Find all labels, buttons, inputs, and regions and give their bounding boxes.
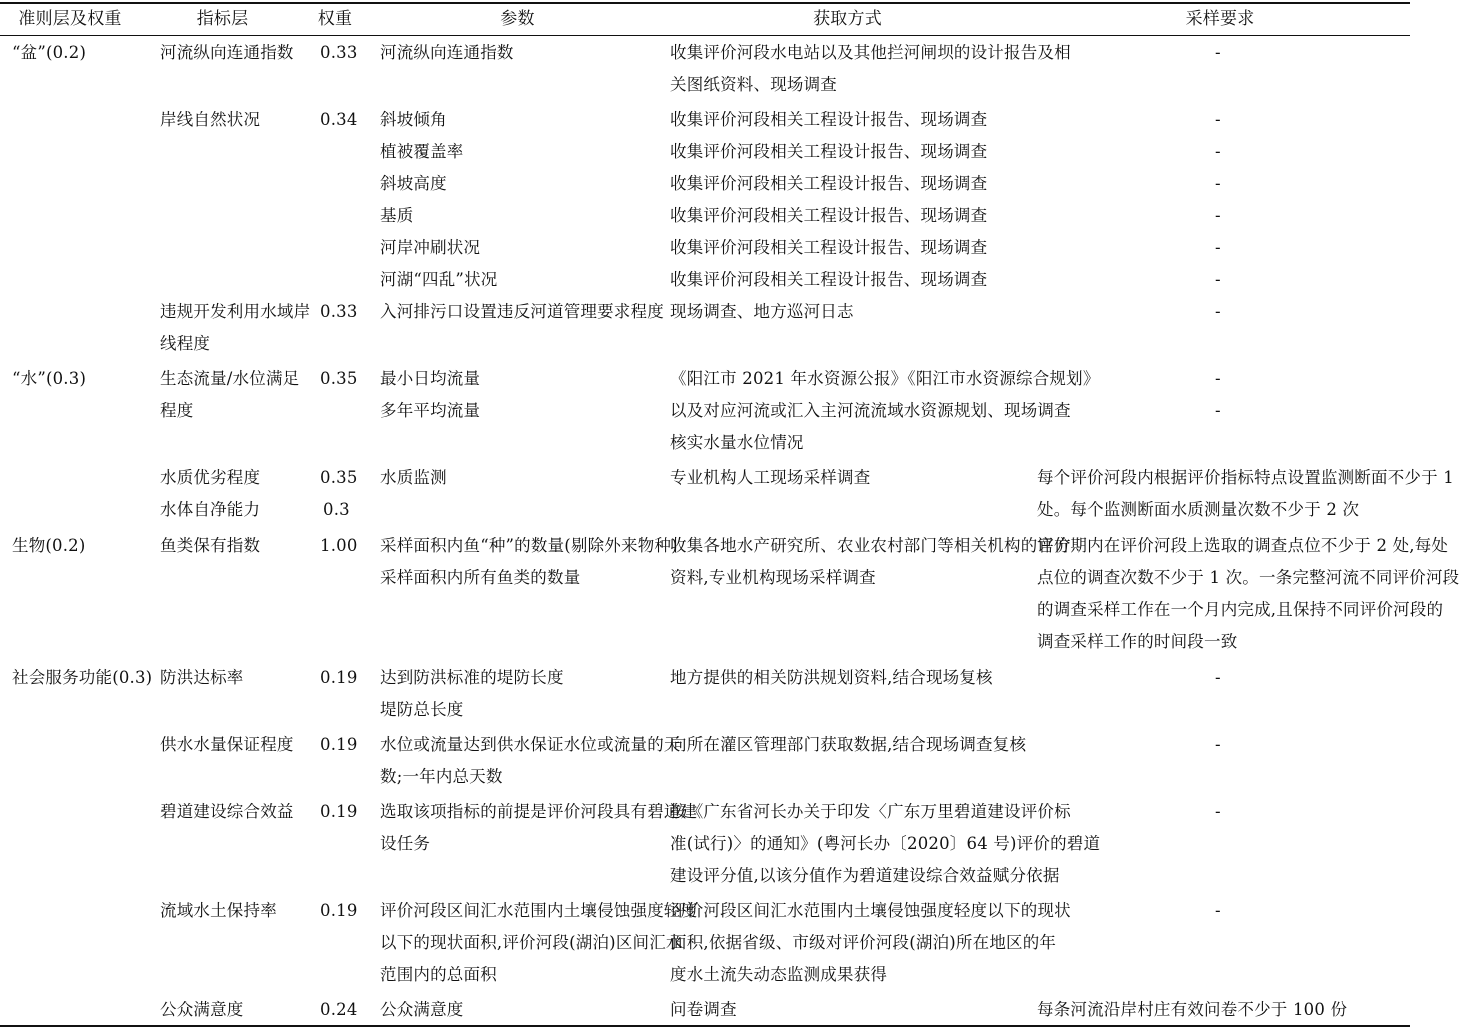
table-row-parameter: 以下的现状面积,评价河段(湖泊)区间汇水 [380,933,683,952]
table-row-method: 评价河段区间汇水范围内土壤侵蚀强度轻度以下的现状 [670,901,1071,920]
table-row-method: 《阳江市 2021 年水资源公报》《阳江市水资源综合规划》 [670,369,1100,388]
table-row-indicator: 碧道建设综合效益 [160,802,294,821]
table-row-method: 收集评价河段相关工程设计报告、现场调查 [670,238,988,257]
table-row-method: 核实水量水位情况 [670,433,804,452]
table-row-weight: 0.3 [323,500,350,519]
table-row-parameter: 斜坡倾角 [380,110,447,129]
table-row-weight: 0.19 [320,735,358,754]
table-row-sampling: - [1215,110,1221,129]
table-row-parameter: 评价河段区间汇水范围内土壤侵蚀强度轻度 [380,901,698,920]
table-row-method: 按《广东省河长办关于印发〈广东万里碧道建设评价标 [670,802,1071,821]
table-row-indicator: 防洪达标率 [160,668,244,687]
table-row-parameter: 最小日均流量 [380,369,481,388]
table-row-weight: 0.24 [320,1000,358,1019]
table-row-sampling: - [1215,735,1221,754]
table-row-method: 收集评价河段相关工程设计报告、现场调查 [670,206,988,225]
table-row-parameter: 数;一年内总天数 [380,767,503,786]
table-row-parameter: 河流纵向连通指数 [380,43,514,62]
criterion-biology: 生物(0.2) [12,536,86,555]
table-row-method: 以及对应河流或汇入主河流流域水资源规划、现场调查 [670,401,1071,420]
table-row-indicator: 鱼类保有指数 [160,536,261,555]
table-row-sampling: - [1215,174,1221,193]
table-row-method: 准(试行)〉的通知》(粤河长办〔2020〕64 号)评价的碧道 [670,834,1101,853]
table-row-parameter: 入河排污口设置违反河道管理要求程度 [380,302,664,321]
table-row-sampling: 评价期内在评价河段上选取的调查点位不少于 2 处,每处 [1037,536,1449,555]
table-row-method: 向所在灌区管理部门获取数据,结合现场调查复核 [670,735,1027,754]
table-row-parameter: 采样面积内鱼“种”的数量(剔除外来物种) [380,536,678,555]
table-row-weight: 0.33 [320,302,358,321]
table-row-method: 面积,依据省级、市级对评价河段(湖泊)所在地区的年 [670,933,1057,952]
table-row-parameter: 堤防总长度 [380,700,464,719]
header-weight: 权重 [317,9,353,29]
table-row-sampling: - [1215,206,1221,225]
table-row-sampling: - [1215,270,1221,289]
table-row-weight: 0.34 [320,110,358,129]
table-row-method: 建设评分值,以该分值作为碧道建设综合效益赋分依据 [670,866,1060,885]
table-row-method: 收集评价河段相关工程设计报告、现场调查 [670,142,988,161]
criterion-basin: “盆”(0.2) [12,43,87,62]
table-row-method: 资料,专业机构现场采样调查 [670,568,876,587]
table-row-weight: 1.00 [320,536,358,555]
table-row-sampling: - [1215,142,1221,161]
table-row-sampling: - [1215,802,1221,821]
table-row-parameter: 达到防洪标准的堤防长度 [380,668,564,687]
table-row-indicator: 河流纵向连通指数 [160,43,294,62]
table-row-indicator: 线程度 [160,334,211,353]
table-row-indicator: 公众满意度 [160,1000,244,1019]
table-row-parameter: 水位或流量达到供水保证水位或流量的天 [380,735,681,754]
table-row-weight: 0.19 [320,901,358,920]
table-row-indicator: 生态流量/水位满足 [160,369,300,388]
table-row-weight: 0.19 [320,668,358,687]
table-row-sampling: - [1215,401,1221,420]
criterion-water: “水”(0.3) [12,369,87,388]
table-row-method: 专业机构人工现场采样调查 [670,468,871,487]
table-row-method: 关图纸资料、现场调查 [670,75,837,94]
table-row-sampling: - [1215,302,1221,321]
table-row-parameter: 河岸冲刷状况 [380,238,481,257]
table-row-sampling: - [1215,901,1221,920]
table-row-sampling: - [1215,369,1221,388]
table-row-parameter: 公众满意度 [380,1000,464,1019]
table-row-method: 收集评价河段相关工程设计报告、现场调查 [670,270,988,289]
table-row-method: 收集评价河段水电站以及其他拦河闸坝的设计报告及相 [670,43,1071,62]
table-row-parameter: 水质监测 [380,468,447,487]
table-row-parameter: 多年平均流量 [380,401,481,420]
table-row-indicator: 水质优劣程度 [160,468,261,487]
table-row-method: 收集评价河段相关工程设计报告、现场调查 [670,110,988,129]
header-method: 获取方式 [813,9,882,29]
table-row-method: 现场调查、地方巡河日志 [670,302,854,321]
table-row-sampling: 的调查采样工作在一个月内完成,且保持不同评价河段的 [1037,600,1444,619]
table-row-parameter: 河湖“四乱”状况 [380,270,498,289]
table-row-sampling: - [1215,43,1221,62]
table-row-indicator: 水体自净能力 [160,500,261,519]
table-row-parameter: 基质 [380,206,414,225]
table-row-parameter: 植被覆盖率 [380,142,464,161]
table-row-sampling: 点位的调查次数不少于 1 次。一条完整河流不同评价河段 [1037,568,1459,587]
table-row-sampling: - [1215,668,1221,687]
table-row-sampling: 每个评价河段内根据评价指标特点设置监测断面不少于 1 [1037,468,1454,487]
header-sampling: 采样要求 [1185,9,1255,29]
table-row-indicator: 岸线自然状况 [160,110,261,129]
header-criterion: 准则层及权重 [18,9,122,29]
table-row-method: 问卷调查 [670,1000,737,1019]
header-parameter: 参数 [500,9,535,29]
table-row-indicator: 流域水土保持率 [160,901,277,920]
table-row-weight: 0.35 [320,369,358,388]
table-row-method: 地方提供的相关防洪规划资料,结合现场复核 [670,668,993,687]
table-row-parameter: 斜坡高度 [380,174,447,193]
table-row-indicator: 程度 [160,401,194,420]
table-row-method: 度水土流失动态监测成果获得 [670,965,888,984]
table-row-weight: 0.19 [320,802,358,821]
table-row-sampling: 调查采样工作的时间段一致 [1037,632,1238,651]
criterion-social: 社会服务功能(0.3) [12,668,153,687]
table-header-rule [0,35,1410,36]
header-indicator: 指标层 [196,9,249,29]
table-row-parameter: 范围内的总面积 [380,965,497,984]
table-row-method: 收集各地水产研究所、农业农村部门等相关机构的官方 [670,536,1071,555]
table-row-method: 收集评价河段相关工程设计报告、现场调查 [670,174,988,193]
table-row-parameter: 设任务 [380,834,431,853]
table-row-indicator: 供水水量保证程度 [160,735,294,754]
table-row-parameter: 采样面积内所有鱼类的数量 [380,568,581,587]
table-row-weight: 0.33 [320,43,358,62]
table-row-sampling: 处。每个监测断面水质测量次数不少于 2 次 [1037,500,1360,519]
table-row-indicator: 违规开发利用水域岸 [160,302,311,321]
table-row-parameter: 选取该项指标的前提是评价河段具有碧道建 [380,802,698,821]
table-row-weight: 0.35 [320,468,358,487]
table-row-sampling: 每条河流沿岸村庄有效问卷不少于 100 份 [1037,1000,1348,1019]
table-row-sampling: - [1215,238,1221,257]
